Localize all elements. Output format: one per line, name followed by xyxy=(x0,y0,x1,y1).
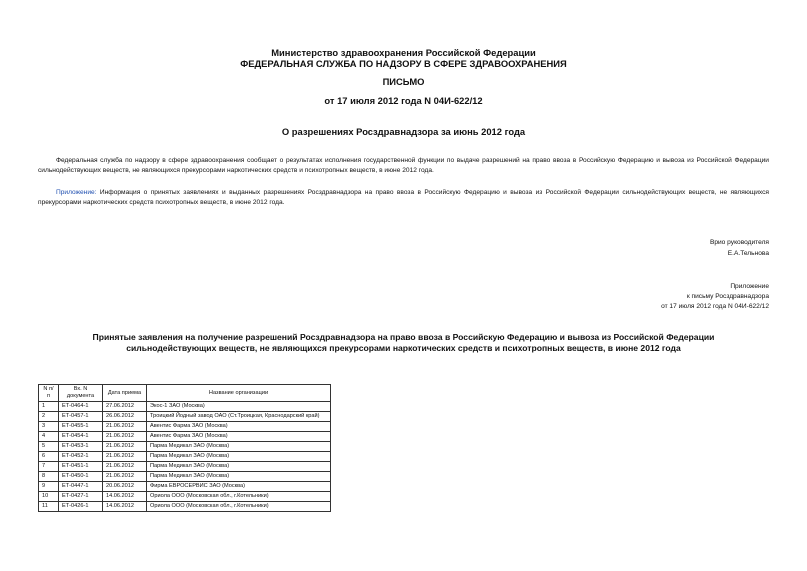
cell-number: 7 xyxy=(39,462,59,472)
table-row xyxy=(39,462,331,472)
document-type: ПИСЬМО xyxy=(382,76,425,87)
cell-doc-number: ЕТ-0426-1 xyxy=(59,502,103,512)
cell-organization: Фирма ЕВРОСЕРВИС ЗАО (Москва) xyxy=(147,482,331,492)
cell-doc-number: ЕТ-0452-1 xyxy=(59,452,103,462)
service-name: ФЕДЕРАЛЬНАЯ СЛУЖБА ПО НАДЗОРУ В СФЕРЕ ЗДРАВООХРАНЕНИЯ xyxy=(240,58,567,69)
cell-number: 4 xyxy=(39,432,59,442)
document-subject: О разрешениях Росздравнадзора за июнь 2012 года xyxy=(281,126,526,137)
cell-number: 2 xyxy=(39,412,59,422)
cell-date: 21.06.2012 xyxy=(103,442,147,452)
cell-date: 21.06.2012 xyxy=(103,462,147,472)
cell-doc-number: ЕТ-0455-1 xyxy=(59,422,103,432)
table-row xyxy=(39,432,331,442)
appendix-title-line2: сильнодействующих веществ, не являющихся прекурсорами наркотических средств и психотропных веществ, в июне 2012 года xyxy=(126,343,681,353)
cell-organization: Парма Медикал ЗАО (Москва) xyxy=(147,472,331,482)
cell-doc-number: ЕТ-0464-1 xyxy=(59,402,103,412)
cell-organization: Парма Медикал ЗАО (Москва) xyxy=(147,452,331,462)
signature-position: Врио руководителя xyxy=(709,239,769,246)
applications-table xyxy=(38,384,331,512)
cell-doc-number: ЕТ-0457-1 xyxy=(59,412,103,422)
cell-organization: Троицкий Йодный завод ОАО (Ст.Троицкая, Краснодарский край) xyxy=(147,412,331,422)
signature-name: Е.А.Тельнова xyxy=(727,250,769,257)
col-header-date: Дата приема xyxy=(103,385,147,402)
cell-organization: Авентис Фарма ЗАО (Москва) xyxy=(147,422,331,432)
cell-date: 20.06.2012 xyxy=(103,482,147,492)
cell-date: 14.06.2012 xyxy=(103,492,147,502)
appendix-title-line1: Принятые заявления на получение разрешений Росздравнадзора на право ввоза в Российскую Федерацию и вывоза из Российской Федерации xyxy=(92,332,715,342)
table-row xyxy=(39,442,331,452)
cell-number: 3 xyxy=(39,422,59,432)
cell-number: 11 xyxy=(39,502,59,512)
table-row xyxy=(39,452,331,462)
attachment-paragraph xyxy=(38,188,769,207)
table-row xyxy=(39,472,331,482)
cell-organization: Парма Медикал ЗАО (Москва) xyxy=(147,442,331,452)
cell-organization: Ориола ООО (Московская обл., г.Котельники) xyxy=(147,492,331,502)
cell-date: 27.06.2012 xyxy=(103,402,147,412)
cell-doc-number: ЕТ-0447-1 xyxy=(59,482,103,492)
cell-date: 21.06.2012 xyxy=(103,432,147,442)
ministry-name: Министерство здравоохранения Российской Федерации xyxy=(271,47,536,58)
col-header-number: N п/п xyxy=(39,385,59,402)
cell-date: 21.06.2012 xyxy=(103,422,147,432)
cell-number: 8 xyxy=(39,472,59,482)
cell-date: 21.06.2012 xyxy=(103,472,147,482)
table-row xyxy=(39,502,331,512)
cell-number: 1 xyxy=(39,402,59,412)
attachment-link[interactable]: Приложение: xyxy=(56,189,97,196)
cell-number: 9 xyxy=(39,482,59,492)
cell-doc-number: ЕТ-0451-1 xyxy=(59,462,103,472)
cell-organization: Ориола ООО (Московская обл., г.Котельники) xyxy=(147,502,331,512)
appendix-label: Приложение xyxy=(730,283,769,290)
cell-organization: Авентис Фарма ЗАО (Москва) xyxy=(147,432,331,442)
col-header-organization: Название организации xyxy=(147,385,331,402)
cell-doc-number: ЕТ-0427-1 xyxy=(59,492,103,502)
cell-organization: Парма Медикал ЗАО (Москва) xyxy=(147,462,331,472)
cell-number: 6 xyxy=(39,452,59,462)
attachment-text: Информация о принятых заявлениях и выданных разрешениях Росздравнадзора на право ввоза в Российскую Федерацию и вывоза из Российской Федерации сильнодействующих веществ, не являющихся прекурсорами наркотических средств психотропных веществ, в июне 2012 года. xyxy=(38,189,769,206)
table-header-row xyxy=(39,385,331,402)
document-date: от 17 июля 2012 года N 04И-622/12 xyxy=(324,95,483,106)
appendix-date: от 17 июля 2012 года N 04И-622/12 xyxy=(661,303,769,310)
table-row xyxy=(39,402,331,412)
appendix-reference: к письму Росздравнадзора xyxy=(686,293,769,300)
cell-number: 5 xyxy=(39,442,59,452)
cell-date: 26.06.2012 xyxy=(103,412,147,422)
cell-doc-number: ЕТ-0454-1 xyxy=(59,432,103,442)
cell-doc-number: ЕТ-0450-1 xyxy=(59,472,103,482)
cell-organization: Экос-1 ЗАО (Москва) xyxy=(147,402,331,412)
table-row xyxy=(39,492,331,502)
cell-date: 21.06.2012 xyxy=(103,452,147,462)
table-row xyxy=(39,422,331,432)
col-header-doc-number: Вх. N документа xyxy=(59,385,103,402)
body-paragraph: Федеральная служба по надзору в сфере здравоохранения сообщает о результатах исполнения государственной функции по выдаче разрешений на право ввоза в Российскую Федерацию и вывоза из Российской Федерации сильнодействующих веществ, не являющихся прекурсорами наркотических средств и психотропных веществ, в июне 2012 года. xyxy=(38,157,769,174)
table-row xyxy=(39,482,331,492)
cell-date: 14.06.2012 xyxy=(103,502,147,512)
table-row xyxy=(39,412,331,422)
cell-number: 10 xyxy=(39,492,59,502)
cell-doc-number: ЕТ-0453-1 xyxy=(59,442,103,452)
